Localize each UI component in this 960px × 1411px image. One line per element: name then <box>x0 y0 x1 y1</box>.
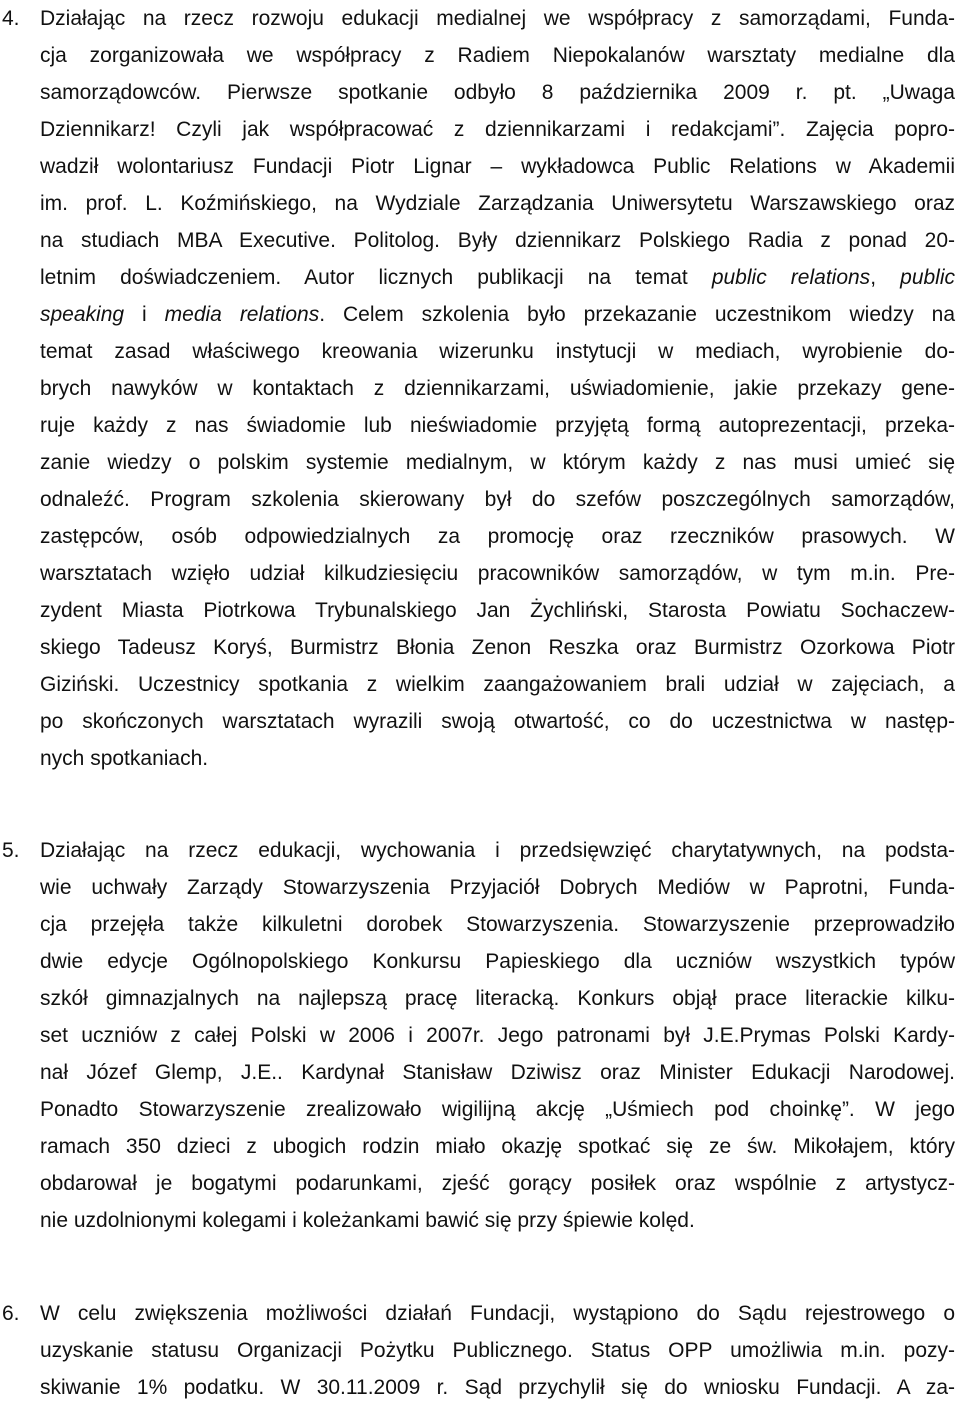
paragraph-line: ramach 350 dzieci z ubogich rodzin miało okazję spotkać się ze św. Mikołajem, który <box>40 1135 955 1158</box>
paragraph-line: uzyskanie statusu Organizacji Pożytku Publicznego. Status OPP umożliwia m.in. pozy- <box>40 1339 955 1362</box>
list-number: 6. <box>2 1302 20 1325</box>
italic-term: media relations <box>164 303 320 326</box>
paragraph-line: nie uzdolnionymi kolegami i koleżankami bawić się przy śpiewie kolęd. <box>40 1209 695 1232</box>
paragraph-line: skiwanie 1% podatku. W 30.11.2009 r. Sąd przychylił się do wniosku Fundacji. A za- <box>40 1376 955 1399</box>
paragraph-line: brych nawyków w kontaktach z dziennikarzami, uświadomienie, jakie przekazy gene- <box>40 377 955 400</box>
paragraph-line: temat zasad właściwego kreowania wizerunku instytucji w mediach, wyrobienie do- <box>40 340 955 363</box>
text-run: , <box>870 266 901 289</box>
italic-term: public <box>900 266 956 289</box>
paragraph-line <box>40 259 955 296</box>
paragraph-line: dwie edycje Ogólnopolskiego Konkursu Papieskiego dla uczniów wszystkich typów <box>40 950 955 973</box>
paragraph-line: W celu zwiększenia możliwości działań Fundacji, wystąpiono do Sądu rejestrowego o <box>40 1302 955 1325</box>
paragraph-line: cja zorganizowała we współpracy z Radiem Niepokalanów warsztaty medialne dla <box>40 44 955 67</box>
italic-term: speaking <box>40 303 125 326</box>
paragraph-line: Ponadto Stowarzyszenie zrealizowało wigilijną akcję „Uśmiech pod choinkę”. W jego <box>40 1098 955 1121</box>
paragraph-line: samorządowców. Pierwsze spotkanie odbyło 8 października 2009 r. pt. „Uwaga <box>40 81 955 104</box>
paragraph-line: odnaleźć. Program szkolenia skierowany był do szefów poszczególnych samorządów, <box>40 488 955 511</box>
paragraph-line: po skończonych warsztatach wyrazili swoją otwartość, co do uczestnictwa w następ- <box>40 710 955 733</box>
paragraph-line: Giziński. Uczestnicy spotkania z wielkim zaangażowaniem brali udział w zajęciach, a <box>40 673 955 696</box>
paragraph-line: cja przejęła także kilkuletni dorobek Stowarzyszenia. Stowarzyszenie przeprowadziło <box>40 913 955 936</box>
paragraph-line: nych spotkaniach. <box>40 747 209 770</box>
paragraph-line: zastępców, osób odpowiedzialnych za promocję oraz rzeczników prasowych. W <box>40 525 955 548</box>
list-number: 5. <box>2 839 20 862</box>
paragraph-line: set uczniów z całej Polski w 2006 i 2007r. Jego patronami był J.E.Prymas Polski Kardy- <box>40 1024 955 1047</box>
paragraph-line: Działając na rzecz rozwoju edukacji medialnej we współpracy z samorządami, Funda- <box>40 7 955 30</box>
text-run: . Celem szkolenia było przekazanie uczestnikom wiedzy na <box>319 303 956 326</box>
italic-term: public relations <box>711 266 871 289</box>
paragraph-line: zydent Miasta Piotrkowa Trybunalskiego Jan Żychliński, Starosta Powiatu Sochaczew- <box>40 599 955 622</box>
paragraph-line: Działając na rzecz edukacji, wychowania i przedsięwzięć charytatywnych, na podsta- <box>40 839 955 862</box>
paragraph-line <box>40 296 955 333</box>
paragraph-line: skiego Tadeusz Koryś, Burmistrz Błonia Zenon Reszka oraz Burmistrz Ozorkowa Piotr <box>40 636 955 659</box>
paragraph-line: wie uchwały Zarządy Stowarzyszenia Przyjaciół Dobrych Mediów w Paprotni, Funda- <box>40 876 955 899</box>
text-run: i <box>124 303 165 326</box>
paragraph-line: zanie wiedzy o polskim systemie medialnym, w którym każdy z nas musi umieć się <box>40 451 955 474</box>
list-number: 4. <box>2 7 20 30</box>
paragraph-line: obdarował je bogatymi podarunkami, zjeść gorący posiłek oraz wspólnie z artystycz- <box>40 1172 955 1195</box>
text-run: letnim doświadczeniem. Autor licznych publikacji na temat <box>40 266 712 289</box>
paragraph-line: nał Józef Glemp, J.E.. Kardynał Stanisław Dziwisz oraz Minister Edukacji Narodowej. <box>40 1061 955 1084</box>
paragraph-line: na studiach MBA Executive. Politolog. Były dziennikarz Polskiego Radia z ponad 20- <box>40 229 955 252</box>
paragraph-line: im. prof. L. Koźmińskiego, na Wydziale Zarządzania Uniwersytetu Warszawskiego oraz <box>40 192 955 215</box>
paragraph-line: ruje każdy z nas świadomie lub nieświadomie przyjętą formą autoprezentacji, przeka- <box>40 414 955 437</box>
paragraph-line: Dziennikarz! Czyli jak współpracować z dziennikarzami i redakcjami”. Zajęcia popro- <box>40 118 955 141</box>
paragraph-line: warsztatach wzięło udział kilkudziesięciu pracowników samorządów, w tym m.in. Pre- <box>40 562 955 585</box>
paragraph-line: wadził wolontariusz Fundacji Piotr Lignar – wykładowca Public Relations w Akademii <box>40 155 955 178</box>
paragraph-line: szkół gimnazjalnych na najlepszą pracę literacką. Konkurs objął prace literackie kilku- <box>40 987 955 1010</box>
